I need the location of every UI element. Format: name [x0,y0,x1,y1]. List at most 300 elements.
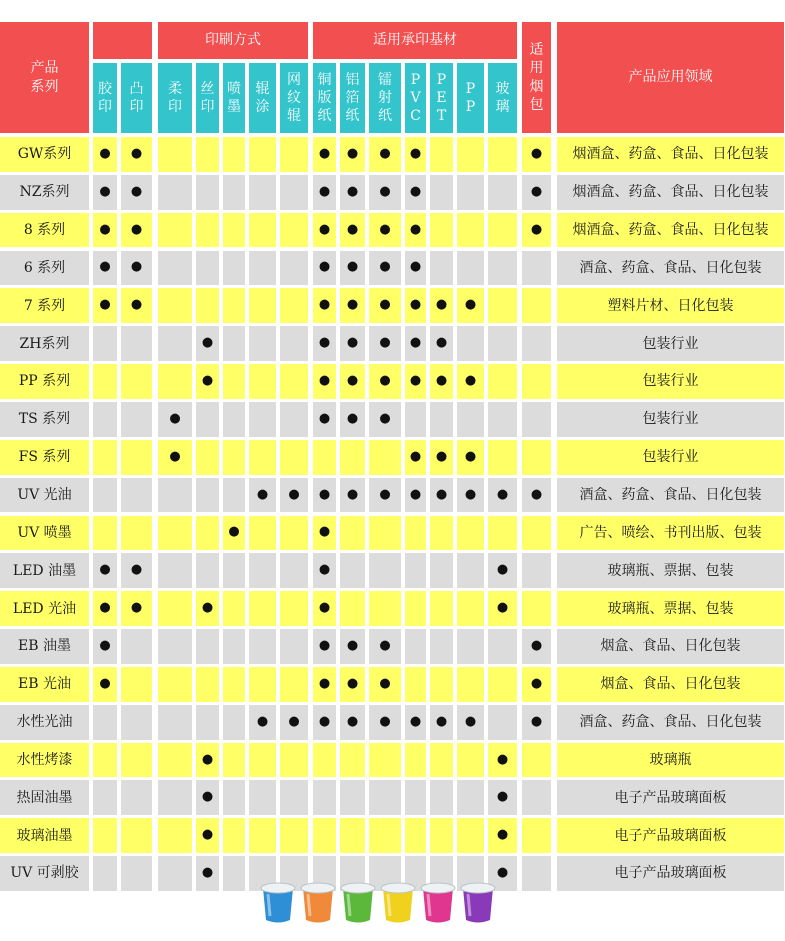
empty-cell [457,251,484,286]
dot-mark: ● [280,705,308,740]
application-text: 玻璃瓶、票据、包装 [557,591,784,626]
subheader-substrate: P V C [405,63,426,133]
header-blank [93,22,152,59]
empty-cell [340,780,365,815]
dot-mark: ● [121,553,152,588]
dot-mark: ● [405,251,426,286]
empty-cell [405,402,426,437]
application-text: 酒盒、药盒、食品、日化包装 [557,705,784,740]
empty-cell [522,288,551,323]
empty-cell [430,175,453,210]
empty-cell [223,402,245,437]
empty-cell [196,288,219,323]
dot-mark: ● [522,478,551,513]
empty-cell [280,591,308,626]
ink-cup [381,883,415,923]
empty-cell [249,326,276,361]
ink-cup [461,883,495,923]
empty-cell [158,288,192,323]
dot-mark: ● [430,440,453,475]
dot-mark: ● [405,175,426,210]
empty-cell [313,440,336,475]
dot-mark: ● [121,175,152,210]
empty-cell [457,629,484,664]
empty-cell [457,402,484,437]
empty-cell [158,780,192,815]
empty-cell [121,743,152,778]
header-application: 产品应用领域 [557,22,784,133]
empty-cell [457,553,484,588]
dot-mark: ● [488,743,517,778]
empty-cell [340,440,365,475]
empty-cell [196,705,219,740]
empty-cell [457,213,484,248]
dot-mark: ● [369,629,401,664]
series-name: LED 油墨 [0,553,89,588]
dot-mark: ● [313,705,336,740]
empty-cell [158,251,192,286]
dot-mark: ● [313,553,336,588]
empty-cell [280,137,308,172]
empty-cell [158,553,192,588]
empty-cell [121,818,152,853]
empty-cell [249,667,276,702]
empty-cell [249,818,276,853]
dot-mark: ● [313,478,336,513]
dot-mark: ● [405,364,426,399]
empty-cell [280,743,308,778]
empty-cell [158,213,192,248]
dot-mark: ● [405,478,426,513]
empty-cell [522,591,551,626]
application-text: 包装行业 [557,402,784,437]
empty-cell [196,478,219,513]
dot-mark: ● [457,478,484,513]
empty-cell [457,137,484,172]
dot-mark: ● [313,516,336,551]
dot-mark: ● [313,213,336,248]
empty-cell [158,364,192,399]
series-name: 水性烤漆 [0,743,89,778]
dot-mark: ● [405,137,426,172]
empty-cell [249,516,276,551]
dot-mark: ● [340,251,365,286]
empty-cell [488,705,517,740]
dot-mark: ● [93,288,117,323]
application-text: 广告、喷绘、书刊出版、包装 [557,516,784,551]
empty-cell [121,667,152,702]
empty-cell [158,591,192,626]
series-name: 热固油墨 [0,780,89,815]
empty-cell [522,440,551,475]
dot-mark: ● [522,213,551,248]
subheader-method: 丝 印 [196,63,219,133]
dot-mark: ● [405,288,426,323]
dot-mark: ● [369,478,401,513]
series-name: 玻璃油墨 [0,818,89,853]
subheader-method: 辊 涂 [249,63,276,133]
dot-mark: ● [522,667,551,702]
dot-mark: ● [457,440,484,475]
dot-mark: ● [369,667,401,702]
empty-cell [93,818,117,853]
dot-mark: ● [313,326,336,361]
empty-cell [223,440,245,475]
empty-cell [249,137,276,172]
application-text: 酒盒、药盒、食品、日化包装 [557,251,784,286]
series-name: UV 光油 [0,478,89,513]
dot-mark: ● [369,288,401,323]
empty-cell [93,440,117,475]
empty-cell [158,326,192,361]
empty-cell [223,743,245,778]
application-text: 烟酒盒、药盒、食品、日化包装 [557,213,784,248]
empty-cell [488,440,517,475]
series-name: 7 系列 [0,288,89,323]
empty-cell [223,818,245,853]
empty-cell [196,213,219,248]
subheader-substrate: 铝 箔 纸 [340,63,365,133]
empty-cell [280,818,308,853]
empty-cell [430,667,453,702]
empty-cell [93,516,117,551]
dot-mark: ● [369,364,401,399]
dot-mark: ● [488,780,517,815]
empty-cell [280,213,308,248]
series-name: UV 可剥胶 [0,856,89,891]
empty-cell [121,516,152,551]
empty-cell [93,780,117,815]
dot-mark: ● [196,856,219,891]
empty-cell [249,402,276,437]
dot-mark: ● [340,402,365,437]
subheader-substrate: 玻 璃 [488,63,517,133]
subheader-substrate: P E T [430,63,453,133]
dot-mark: ● [196,364,219,399]
empty-cell [223,705,245,740]
empty-cell [430,743,453,778]
dot-mark: ● [313,251,336,286]
empty-cell [223,137,245,172]
empty-cell [121,478,152,513]
empty-cell [223,780,245,815]
empty-cell [488,251,517,286]
empty-cell [405,780,426,815]
empty-cell [249,780,276,815]
empty-cell [457,818,484,853]
empty-cell [369,743,401,778]
empty-cell [158,818,192,853]
empty-cell [196,516,219,551]
empty-cell [249,440,276,475]
empty-cell [313,780,336,815]
empty-cell [457,780,484,815]
dot-mark: ● [430,326,453,361]
subheader-method: 凸 印 [121,63,152,133]
empty-cell [522,326,551,361]
empty-cell [430,516,453,551]
subheader-substrate: 铜 版 纸 [313,63,336,133]
dot-mark: ● [522,137,551,172]
empty-cell [488,402,517,437]
empty-cell [280,440,308,475]
empty-cell [405,629,426,664]
dot-mark: ● [93,213,117,248]
dot-mark: ● [457,288,484,323]
empty-cell [196,667,219,702]
dot-mark: ● [340,629,365,664]
series-name: EB 油墨 [0,629,89,664]
dot-mark: ● [369,175,401,210]
dot-mark: ● [121,213,152,248]
dot-mark: ● [369,213,401,248]
header-series: 产品 系列 [0,22,89,133]
empty-cell [249,743,276,778]
series-name: FS 系列 [0,440,89,475]
empty-cell [196,440,219,475]
dot-mark: ● [196,591,219,626]
empty-cell [280,516,308,551]
empty-cell [457,591,484,626]
dot-mark: ● [121,288,152,323]
subheader-substrate: 镭 射 纸 [369,63,401,133]
empty-cell [93,705,117,740]
dot-mark: ● [121,137,152,172]
header-substrate: 适用承印基材 [313,22,517,59]
empty-cell [223,667,245,702]
dot-mark: ● [405,705,426,740]
empty-cell [158,516,192,551]
empty-cell [196,553,219,588]
application-text: 烟盒、食品、日化包装 [557,629,784,664]
ink-cup [341,883,375,923]
empty-cell [522,402,551,437]
empty-cell [196,629,219,664]
empty-cell [223,213,245,248]
dot-mark: ● [340,137,365,172]
application-text: 烟酒盒、药盒、食品、日化包装 [557,137,784,172]
empty-cell [340,553,365,588]
application-text: 烟盒、食品、日化包装 [557,667,784,702]
dot-mark: ● [196,818,219,853]
dot-mark: ● [340,288,365,323]
dot-mark: ● [313,175,336,210]
application-text: 包装行业 [557,326,784,361]
empty-cell [430,137,453,172]
empty-cell [223,175,245,210]
ink-cups-image [258,878,498,926]
ink-cup [301,883,335,923]
empty-cell [488,288,517,323]
empty-cell [340,743,365,778]
empty-cell [457,175,484,210]
dot-mark: ● [121,591,152,626]
header-cigarette: 适 用 烟 包 [522,22,551,133]
empty-cell [488,326,517,361]
series-name: GW系列 [0,137,89,172]
empty-cell [430,780,453,815]
dot-mark: ● [488,478,517,513]
dot-mark: ● [340,364,365,399]
empty-cell [280,402,308,437]
empty-cell [249,175,276,210]
dot-mark: ● [522,175,551,210]
empty-cell [121,856,152,891]
empty-cell [223,251,245,286]
dot-mark: ● [313,137,336,172]
empty-cell [280,326,308,361]
dot-mark: ● [313,667,336,702]
dot-mark: ● [340,213,365,248]
application-text: 电子产品玻璃面板 [557,856,784,891]
empty-cell [522,856,551,891]
empty-cell [405,818,426,853]
empty-cell [93,364,117,399]
empty-cell [405,667,426,702]
empty-cell [223,478,245,513]
empty-cell [405,553,426,588]
empty-cell [93,326,117,361]
empty-cell [340,818,365,853]
dot-mark: ● [313,402,336,437]
dot-mark: ● [196,780,219,815]
empty-cell [249,591,276,626]
empty-cell [158,667,192,702]
empty-cell [121,402,152,437]
dot-mark: ● [93,175,117,210]
series-name: LED 光油 [0,591,89,626]
empty-cell [522,743,551,778]
subheader-method: 胶 印 [93,63,117,133]
dot-mark: ● [405,440,426,475]
empty-cell [430,251,453,286]
empty-cell [121,440,152,475]
dot-mark: ● [158,440,192,475]
empty-cell [121,780,152,815]
empty-cell [93,478,117,513]
empty-cell [457,326,484,361]
empty-cell [369,818,401,853]
empty-cell [196,175,219,210]
empty-cell [340,591,365,626]
empty-cell [280,780,308,815]
empty-cell [121,705,152,740]
empty-cell [223,629,245,664]
application-text: 烟酒盒、药盒、食品、日化包装 [557,175,784,210]
application-text: 酒盒、药盒、食品、日化包装 [557,478,784,513]
series-name: TS 系列 [0,402,89,437]
empty-cell [121,326,152,361]
empty-cell [249,213,276,248]
empty-cell [522,251,551,286]
dot-mark: ● [457,364,484,399]
dot-mark: ● [196,326,219,361]
dot-mark: ● [457,705,484,740]
empty-cell [405,591,426,626]
dot-mark: ● [121,251,152,286]
application-text: 玻璃瓶、票据、包装 [557,553,784,588]
dot-mark: ● [340,667,365,702]
subheader-method: 喷 墨 [223,63,245,133]
application-text: 包装行业 [557,440,784,475]
dot-mark: ● [488,553,517,588]
empty-cell [369,780,401,815]
dot-mark: ● [280,478,308,513]
empty-cell [93,402,117,437]
dot-mark: ● [340,705,365,740]
empty-cell [158,137,192,172]
series-name: PP 系列 [0,364,89,399]
empty-cell [457,667,484,702]
dot-mark: ● [313,364,336,399]
dot-mark: ● [522,705,551,740]
empty-cell [223,364,245,399]
empty-cell [369,516,401,551]
dot-mark: ● [93,553,117,588]
empty-cell [369,553,401,588]
empty-cell [430,402,453,437]
empty-cell [280,175,308,210]
dot-mark: ● [430,288,453,323]
empty-cell [340,516,365,551]
dot-mark: ● [223,516,245,551]
empty-cell [196,402,219,437]
dot-mark: ● [93,251,117,286]
dot-mark: ● [405,213,426,248]
empty-cell [249,629,276,664]
series-name: UV 喷墨 [0,516,89,551]
dot-mark: ● [488,591,517,626]
series-name: EB 光油 [0,667,89,702]
empty-cell [488,516,517,551]
application-text: 包装行业 [557,364,784,399]
empty-cell [223,553,245,588]
empty-cell [488,629,517,664]
dot-mark: ● [369,326,401,361]
dot-mark: ● [488,856,517,891]
series-name: 8 系列 [0,213,89,248]
empty-cell [280,364,308,399]
empty-cell [93,856,117,891]
dot-mark: ● [430,478,453,513]
empty-cell [158,856,192,891]
subheader-method: 柔 印 [158,63,192,133]
empty-cell [313,743,336,778]
dot-mark: ● [196,743,219,778]
dot-mark: ● [313,288,336,323]
empty-cell [369,440,401,475]
empty-cell [280,553,308,588]
empty-cell [488,364,517,399]
empty-cell [430,553,453,588]
empty-cell [430,818,453,853]
empty-cell [249,553,276,588]
dot-mark: ● [430,364,453,399]
empty-cell [430,629,453,664]
empty-cell [430,591,453,626]
empty-cell [488,137,517,172]
empty-cell [249,251,276,286]
dot-mark: ● [93,591,117,626]
dot-mark: ● [249,705,276,740]
empty-cell [405,516,426,551]
empty-cell [121,629,152,664]
empty-cell [522,516,551,551]
dot-mark: ● [369,402,401,437]
application-text: 电子产品玻璃面板 [557,818,784,853]
series-name: 水性光油 [0,705,89,740]
empty-cell [158,705,192,740]
